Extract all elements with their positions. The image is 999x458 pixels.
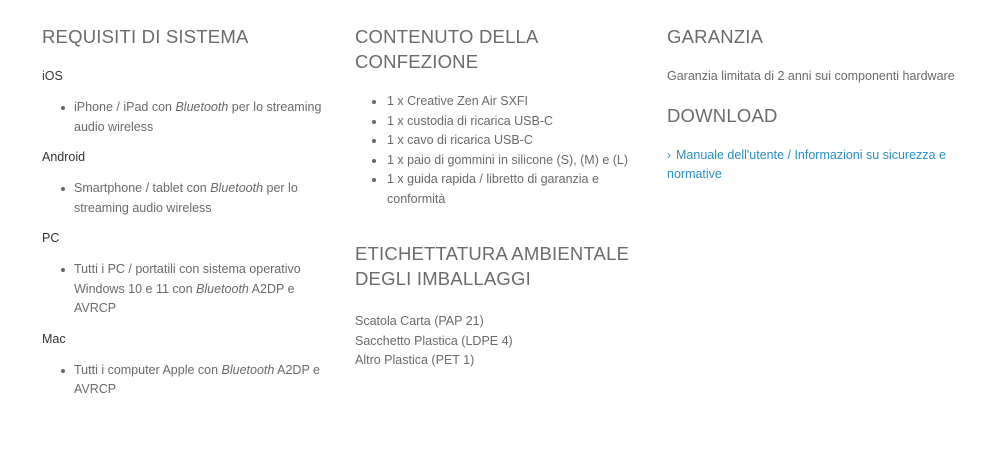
bullet-icon (61, 187, 65, 191)
bullet-icon (372, 159, 376, 163)
list-item: Tutti i PC / portatili con sistema operativo Windows 10 e 11 con Bluetooth A2DP e AVRCP (42, 260, 322, 319)
os-label: Mac (42, 331, 66, 346)
warranty-download-column (667, 24, 967, 185)
list-item: 1 x cavo di ricarica USB-C (355, 131, 640, 151)
requirements-list (42, 361, 322, 400)
packaging-line: Scatola Carta (PAP 21) (355, 314, 484, 328)
bullet-icon (61, 106, 65, 110)
chevron-right-icon: › (667, 147, 671, 162)
requirements-list (42, 260, 322, 319)
requirements-list (42, 179, 322, 218)
list-item: 1 x paio di gommini in silicone (S), (M) e (L) (355, 151, 640, 171)
warranty-text: Garanzia limitata di 2 anni sui componenti hardware (667, 69, 955, 83)
requirements-group-ios (42, 68, 322, 137)
user-manual-link-label: Manuale dell'utente / Informazioni su sicurezza e normative (667, 147, 946, 181)
requirements-list (42, 98, 322, 137)
list-item: Smartphone / tablet con Bluetooth per lo streaming audio wireless (42, 179, 322, 218)
requirements-group-pc (42, 230, 322, 319)
bullet-icon (372, 178, 376, 182)
list-item: iPhone / iPad con Bluetooth per lo streaming audio wireless (42, 98, 322, 137)
system-requirements-section (42, 24, 322, 400)
bullet-icon (372, 120, 376, 124)
list-item: 1 x Creative Zen Air SXFI (355, 92, 640, 112)
os-label: PC (42, 231, 60, 245)
packaging-line: Sacchetto Plastica (LDPE 4) (355, 333, 513, 348)
bullet-icon (372, 100, 376, 104)
box-contents-list (355, 92, 640, 209)
os-label: Android (42, 150, 86, 164)
os-label: iOS (42, 69, 63, 83)
box-contents-heading: CONTENUTO DELLA CONFEZIONE (355, 26, 538, 72)
list-item: Tutti i computer Apple con Bluetooth A2DP e AVRCP (42, 361, 322, 400)
list-item: 1 x guida rapida / libretto di garanzia e conformità (355, 170, 640, 209)
bullet-icon (372, 139, 376, 143)
bullet-icon (61, 369, 65, 373)
download-heading: DOWNLOAD (667, 104, 778, 126)
packaging-line: Altro Plastica (PET 1) (355, 353, 475, 367)
warranty-heading: GARANZIA (667, 26, 764, 47)
user-manual-link[interactable] (667, 146, 967, 185)
system-requirements-heading: REQUISITI DI SISTEMA (42, 26, 249, 47)
packaging-labeling-list (355, 312, 640, 371)
packaging-labeling-heading: ETICHETTATURA AMBIENTALE DEGLI IMBALLAGGI (355, 243, 630, 289)
requirements-group-mac (42, 331, 322, 400)
list-item: 1 x custodia di ricarica USB-C (355, 112, 640, 132)
bullet-icon (61, 268, 65, 272)
requirements-group-android (42, 149, 322, 218)
box-contents-column (355, 24, 640, 371)
